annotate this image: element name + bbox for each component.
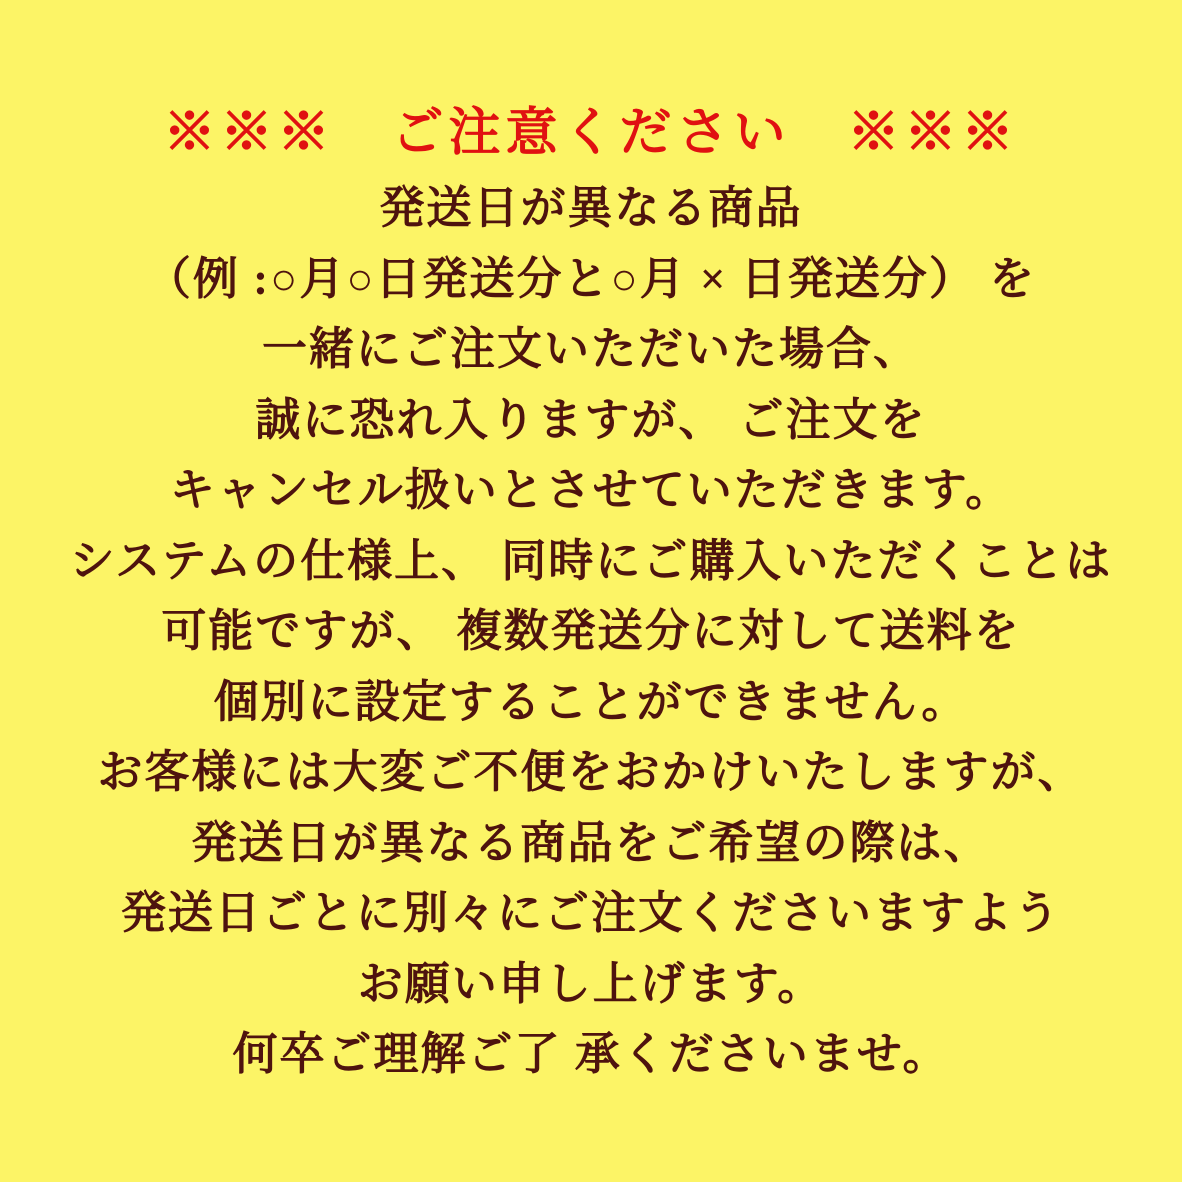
notice-line: 誠に恐れ入りますが、 ご注文を <box>255 394 927 445</box>
notice-line: システムの仕様上、 同時にご購入いただくことは <box>69 535 1113 586</box>
notice-line: 何卒ご理解ご了 承くださいませ。 <box>232 1029 950 1079</box>
notice-line: キャンセル扱いとさせていただきます。 <box>169 465 1013 515</box>
notice-line: 発送日ごとに別々にご注文くださいますよう <box>120 888 1061 938</box>
notice-line: 一緒にご注文いただいた場合、 <box>261 324 920 374</box>
notice-heading: ※※※ ご注意ください ※※※ <box>163 105 1019 162</box>
notice-line: 発送日が異なる商品 <box>379 183 803 233</box>
notice-line: お客様には大変ご不便をおかけいたしますが、 <box>97 747 1085 797</box>
notice-line: 可能ですが、 複数発送分に対して送料を <box>161 606 1021 656</box>
notice-line: 発送日が異なる商品をご希望の際は、 <box>191 817 991 868</box>
notice-line: （例 :○月○日発送分と○月 × 日発送分） を <box>145 253 1037 304</box>
notice-line: 個別に設定することができません。 <box>213 676 969 727</box>
notice-line: お願い申し上げます。 <box>357 958 825 1009</box>
